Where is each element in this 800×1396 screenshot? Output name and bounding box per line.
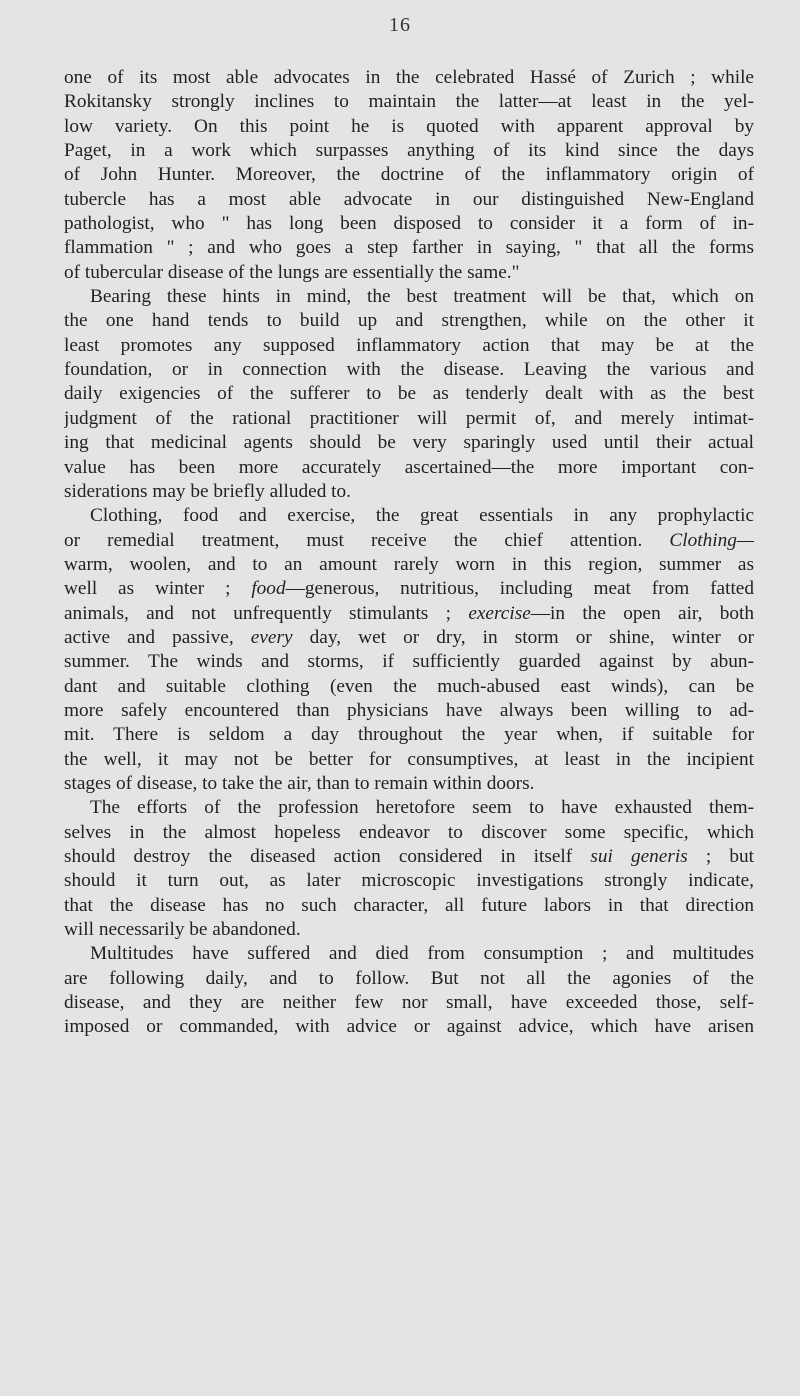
text-line: Paget, in a work which surpasses anything of its kind since the days [64, 140, 754, 162]
text-line: flammation " ; and who goes a step farther in saying, " that all the forms [64, 237, 754, 259]
text-line: more safely encountered than physicians have always been willing to ad- [64, 699, 754, 721]
text-line: dant and suitable clothing (even the much-abused east winds), can be [64, 675, 754, 697]
text-line: of John Hunter. Moreover, the doctrine of the inflammatory origin of [64, 164, 754, 186]
text-line: stages of disease, to take the air, than to remain within doors. [64, 772, 535, 794]
body-text [64, 66, 754, 1040]
text-line: active and passive, every day, wet or dry, in storm or shine, winter or [64, 626, 754, 648]
text-line: should it turn out, as later microscopic investigations strongly indicate, [64, 870, 754, 892]
text-line: animals, and not unfrequently stimulants ; exercise—in the open air, both [64, 602, 754, 624]
text-line: low variety. On this point he is quoted with apparent approval by [64, 115, 754, 137]
text-line: The efforts of the profession heretofore seem to have exhausted them- [90, 797, 754, 819]
text-line: one of its most able advocates in the celebrated Hassé of Zurich ; while [64, 67, 754, 88]
text-line: judgment of the rational practitioner will permit of, and merely intimat- [64, 407, 754, 429]
text-line: daily exigencies of the sufferer to be as tenderly dealt with as the best [64, 383, 754, 405]
text-line: siderations may be briefly alluded to. [64, 480, 351, 502]
text-line: should destroy the diseased action considered in itself sui generis ; but [64, 846, 754, 867]
text-line: disease, and they are neither few nor small, have exceeded those, self- [64, 992, 754, 1014]
text-line: will necessarily be abandoned. [64, 919, 301, 941]
text-line: foundation, or in connection with the disease. Leaving the various and [64, 359, 754, 381]
text-line: pathologist, who " has long been disposed to consider it a form of in- [64, 213, 754, 235]
text-line: warm, woolen, and to an amount rarely worn in this region, summer as [64, 553, 754, 575]
text-line: least promotes any supposed inflammatory action that may be at the [64, 334, 754, 356]
text-line: Rokitansky strongly inclines to maintain the latter—at least in the yel- [64, 91, 754, 113]
text-line: selves in the almost hopeless endeavor to discover some specific, which [64, 821, 754, 843]
text-line: imposed or commanded, with advice or against advice, which have arisen [64, 1016, 754, 1038]
text-line: that the disease has no such character, all future labors in that direction [64, 894, 754, 916]
text-line: the well, it may not be better for consumptives, at least in the incipient [64, 748, 754, 770]
text-line: value has been more accurately ascertained—the more important con- [64, 456, 754, 478]
text-line: Bearing these hints in mind, the best treatment will be that, which on [90, 286, 754, 308]
italic-text: sui generis [590, 846, 688, 867]
text-line: are following daily, and to follow. But not all the agonies of the [64, 967, 754, 989]
text-line: summer. The winds and storms, if sufficiently guarded against by abun- [64, 651, 754, 673]
italic-text: exercise [468, 602, 531, 624]
italic-text: food [251, 578, 286, 600]
text-line: ing that medicinal agents should be very sparingly used until their actual [64, 432, 754, 454]
text-line: well as winter ; food—generous, nutritious, including meat from fatted [64, 578, 754, 600]
page-number: 16 [389, 14, 411, 36]
text-line: tubercle has a most able advocate in our distinguished New-England [64, 188, 754, 210]
text-line: of tubercular disease of the lungs are essentially the same." [64, 261, 520, 283]
italic-text: Clothing— [669, 529, 754, 551]
text-line: mit. There is seldom a day throughout the year when, if suitable for [64, 724, 754, 746]
text-line: the one hand tends to build up and strengthen, while on the other it [64, 310, 754, 332]
text-line: Clothing, food and exercise, the great essentials in any prophylactic [90, 505, 754, 527]
italic-text: every [250, 626, 293, 648]
text-line: Multitudes have suffered and died from consumption ; and multitudes [90, 943, 754, 965]
text-line: or remedial treatment, must receive the chief attention. Clothing— [64, 529, 754, 551]
